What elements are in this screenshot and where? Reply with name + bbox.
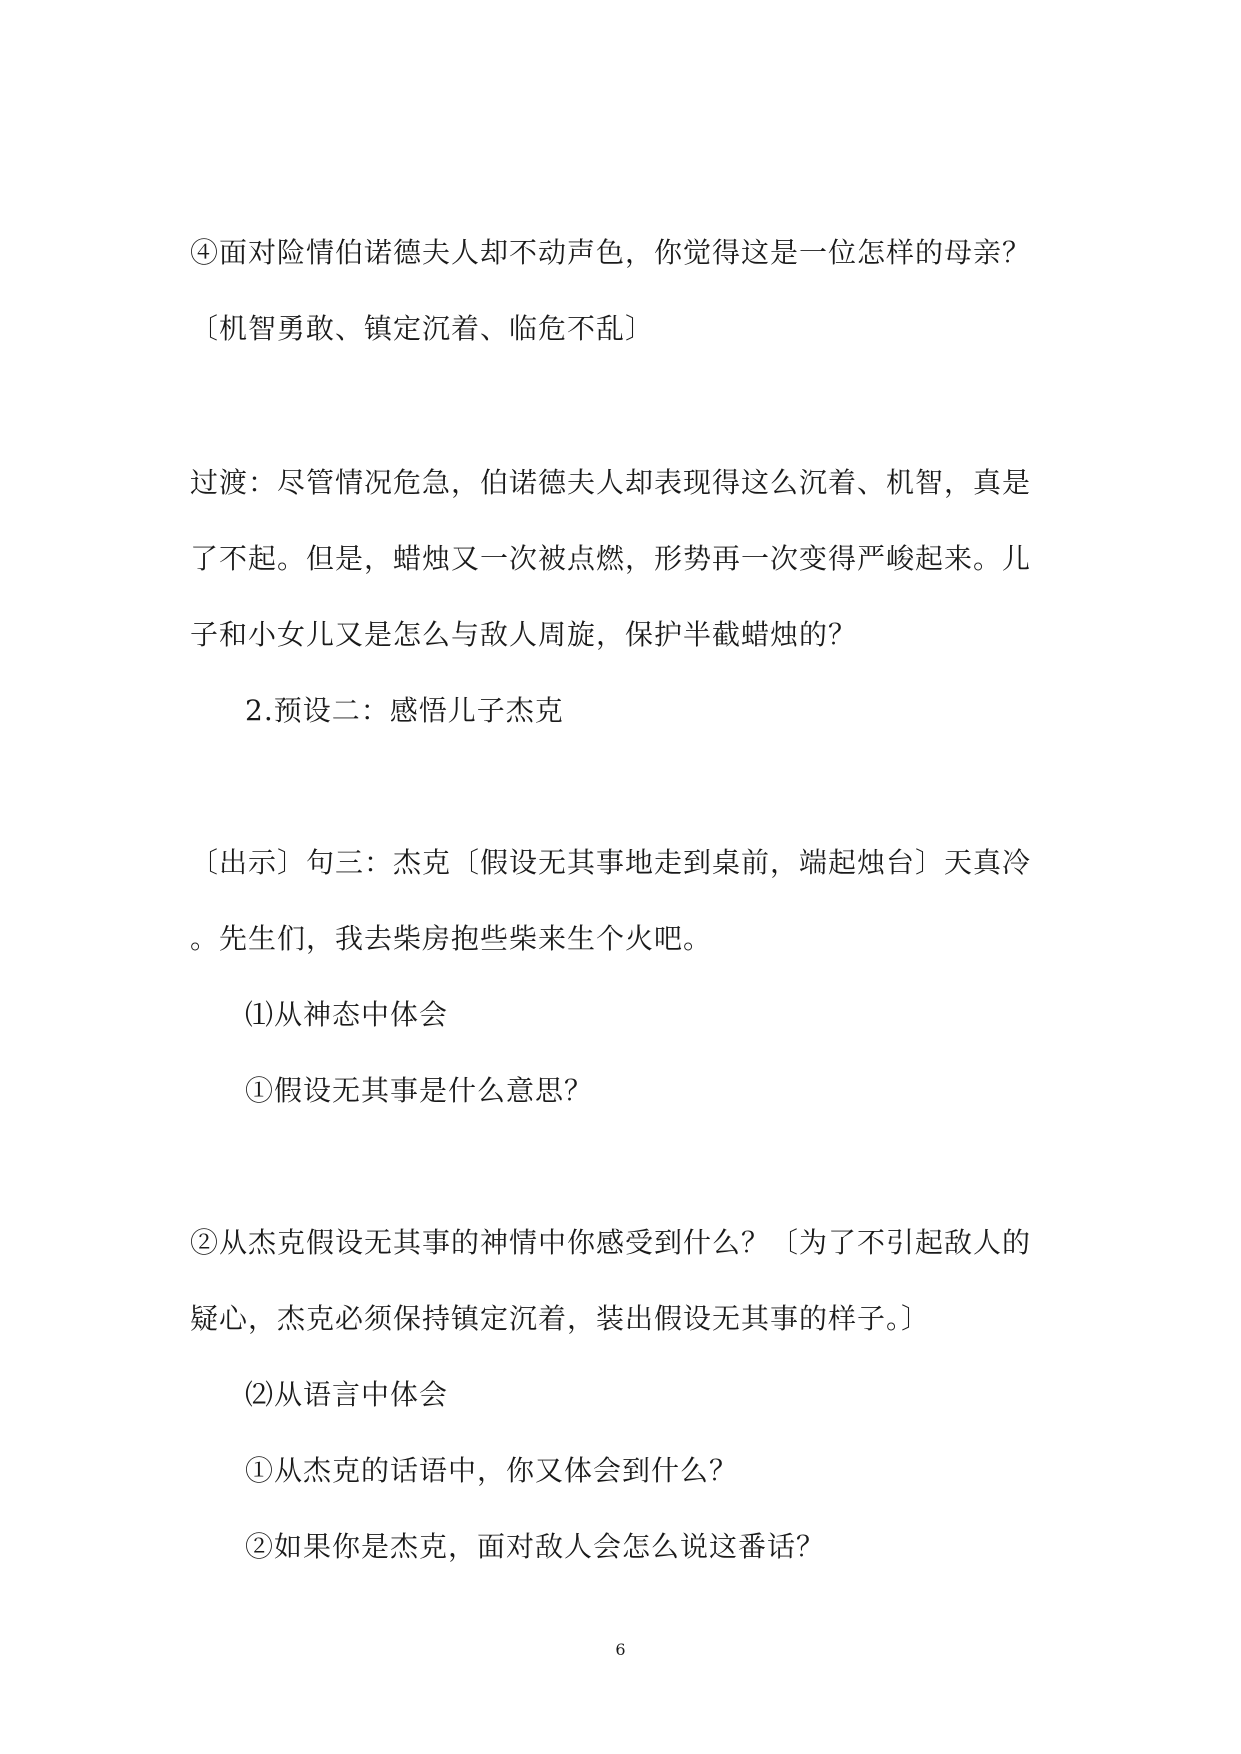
quote-3-line-1: 〔出示〕句三：杰克〔假设无其事地走到桌前，端起烛台〕天真冷: [190, 846, 1032, 879]
section-heading-2: 2.预设二：感悟儿子杰克: [245, 694, 564, 727]
page-number: 6: [615, 1640, 626, 1659]
question-1-expression: ①假设无其事是什么意思？: [245, 1074, 594, 1107]
quote-3-line-2: 。先生们，我去柴房抱些柴来生个火吧。: [190, 922, 713, 955]
transition-line-3: 子和小女儿又是怎么与敌人周旋，保护半截蜡烛的？: [190, 618, 858, 651]
answer-4-line: 〔机智勇敢、镇定沉着、临危不乱〕: [190, 312, 655, 345]
question-2-language: ②如果你是杰克，面对敌人会怎么说这番话？: [245, 1530, 826, 1563]
question-2-line-1: ②从杰克假设无其事的神情中你感受到什么？〔为了不引起敌人的: [190, 1226, 1032, 1259]
question-4-line: ④面对险情伯诺德夫人却不动声色，你觉得这是一位怎样的母亲？: [190, 236, 1032, 269]
question-1-language: ①从杰克的话语中，你又体会到什么？: [245, 1454, 739, 1487]
transition-line-1: 过渡：尽管情况危急，伯诺德夫人却表现得这么沉着、机智，真是: [190, 466, 1032, 499]
transition-line-2: 了不起。但是，蜡烛又一次被点燃，形势再一次变得严峻起来。儿: [190, 542, 1032, 575]
subheading-expression: ⑴从神态中体会: [245, 998, 449, 1031]
question-2-line-2: 疑心，杰克必须保持镇定沉着，装出假设无其事的样子。〕: [190, 1302, 931, 1335]
subheading-language: ⑵从语言中体会: [245, 1378, 449, 1411]
